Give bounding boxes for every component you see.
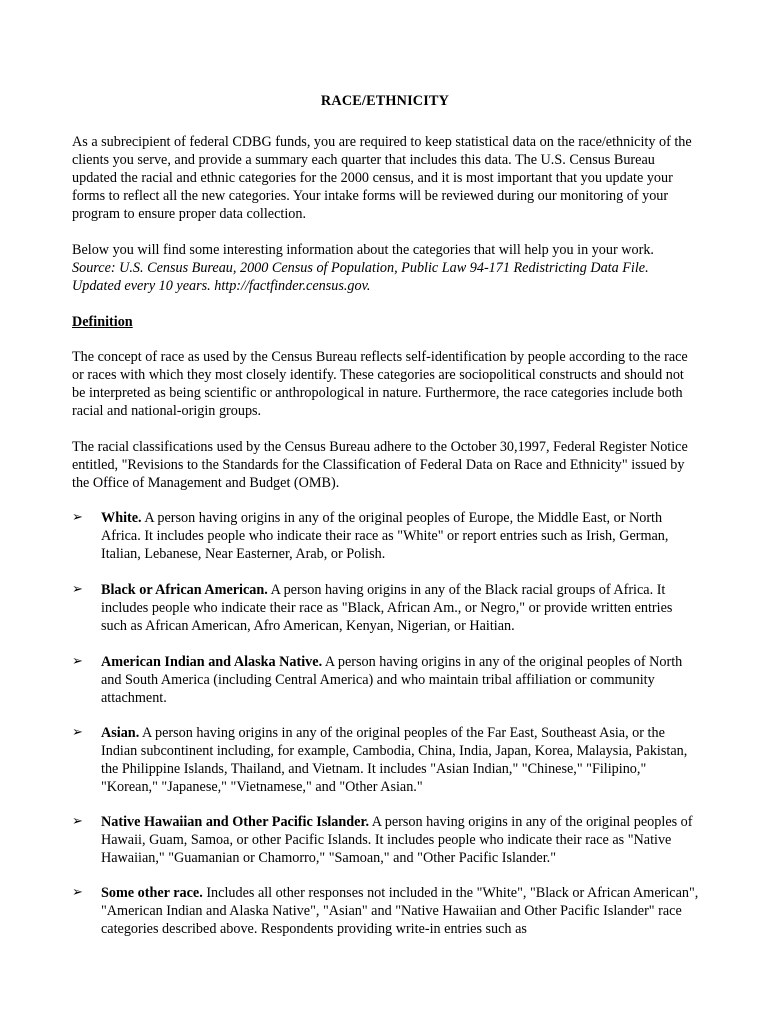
category-description: A person having origins in any of the original peoples of the Far East, Southeast Asia, or the Indian subcontinent including, for example, Cambodia, China, India, Japan, Korea, Malaysia, Pakistan, the Philippine Islands, Thailand, and Vietnam. It includes "Asian Indian," "Chinese," "Filipino," "Korean," "Japanese," "Vietnamese," and "Other Asian." [101, 725, 688, 795]
intro-paragraph: As a subrecipient of federal CDBG funds, you are required to keep statistical data on the race/ethnicity of the clients you serve, and provide a summary each quarter that includes this data. The U.S. Census Bureau updated the racial and ethnic categories for the 2000 census, and it is most important that you update your forms to reflect all the new categories. Your intake forms will be reviewed during our monitoring of your program to ensure proper data collection. [72, 134, 692, 222]
definition-heading: Definition [72, 314, 133, 330]
definition-paragraph-1: The concept of race as used by the Census Bureau reflects self-identification by people according to the race or races with which they most closely identify. These categories are sociopolitical constructs and should not be interpreted as being scientific or anthropological in nature. Furthermore, the race categories include both racial and national-origin groups. [72, 349, 688, 419]
source-citation: Source: U.S. Census Bureau, 2000 Census of Population, Public Law 94-171 Redistricting Data File. Updated every 10 years. http://factfinder.census.gov. [72, 260, 649, 294]
arrowhead-bullet-icon: ➢ [72, 510, 83, 525]
page-title: RACE/ETHNICITY [320, 93, 450, 109]
category-term: Asian. [101, 725, 140, 741]
category-term: Native Hawaiian and Other Pacific Islander. [101, 814, 369, 830]
category-term: Some other race. [101, 885, 203, 901]
arrowhead-bullet-icon: ➢ [72, 725, 83, 740]
category-description: A person having origins in any of the original peoples of Hawaii, Guam, Samoa, or other Pacific Islands. It includes people who indicate their race as "Native Hawaiian," "Guamanian or Chamorro," "Samoan," and "Other Pacific Islander." [101, 814, 693, 866]
arrowhead-bullet-icon: ➢ [72, 582, 83, 597]
below-paragraph: Below you will find some interesting information about the categories that will help you in your work. [72, 242, 654, 258]
arrowhead-bullet-icon: ➢ [72, 654, 83, 669]
definition-paragraph-2: The racial classifications used by the Census Bureau adhere to the October 30,1997, Federal Register Notice entitled, "Revisions to the Standards for the Classification of Federal Data on Race and Ethnicity" issued by the Office of Management and Budget (OMB). [72, 439, 688, 491]
category-term: White. [101, 510, 142, 526]
category-term: American Indian and Alaska Native. [101, 654, 323, 670]
category-description: A person having origins in any of the Black racial groups of Africa. It includes people who indicate their race as "Black, African Am., or Negro," or provide written entries such as African American, Afro American, Kenyan, Nigerian, or Haitian. [101, 582, 673, 634]
category-description: A person having origins in any of the original peoples of North and South America (including Central America) and who maintain tribal affiliation or community attachment. [101, 654, 683, 706]
arrowhead-bullet-icon: ➢ [72, 885, 83, 900]
category-description: A person having origins in any of the original peoples of Europe, the Middle East, or North Africa. It includes people who indicate their race as "White" or report entries such as Irish, German, Italian, Lebanese, Near Easterner, Arab, or Polish. [101, 510, 669, 562]
category-term: Black or African American. [101, 582, 268, 598]
arrowhead-bullet-icon: ➢ [72, 814, 83, 829]
category-description: Includes all other responses not included in the "White", "Black or African American", "American Indian and Alaska Native", "Asian" and "Native Hawaiian and Other Pacific Islander" race categories described above. Respondents providing write-in entries such as [101, 885, 699, 937]
